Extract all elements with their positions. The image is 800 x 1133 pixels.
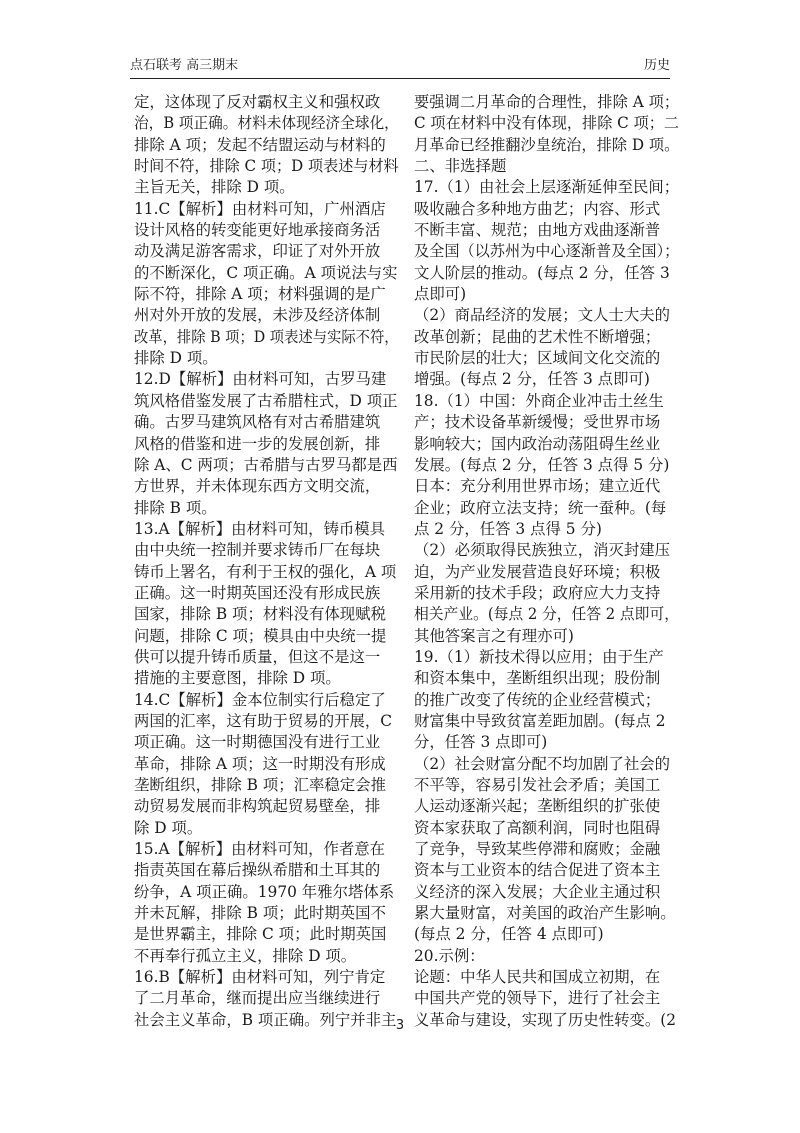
text-line: 14.C【解析】金本位制实行后稳定了	[134, 690, 386, 709]
text-line: 两国的汇率，这有助于贸易的开展，C	[134, 711, 393, 730]
text-line: 和资本集中，垄断组织出现；股份制	[414, 669, 661, 688]
text-line: 指责英国在幕后操纵希腊和土耳其的	[134, 861, 381, 880]
text-line: 企业；政府立法支持；统一蚕种。(每	[414, 498, 667, 517]
text-line: 15.A【解析】由材料可知，作者意在	[134, 840, 386, 859]
text-line: 供可以提升铸币质量，但这不是这一	[134, 647, 381, 666]
text-line: 二、非选择题	[414, 157, 507, 176]
text-line: 垄断组织，排除 B 项；汇率稳定会推	[134, 776, 386, 794]
right-column	[414, 92, 680, 1031]
header-divider	[130, 78, 670, 79]
text-line: 问题，排除 C 项；模具由中央统一提	[134, 626, 387, 645]
text-line: 影响较大；国内政治动荡阻碍生丝业	[414, 434, 661, 453]
text-line: 是世界霸主，排除 C 项；此时期英国	[134, 925, 387, 944]
page-header	[130, 52, 670, 74]
text-line: （2）必须取得民族独立，消灭封建压	[414, 541, 671, 560]
text-line: 累大量财富，对美国的政治产生影响。	[414, 904, 676, 923]
text-line: 月革命已经推翻沙皇统治，排除 D 项。	[414, 135, 680, 154]
text-line: 20.示例：	[414, 946, 485, 965]
text-line: 不平等，容易引发社会矛盾；美国工	[414, 776, 661, 794]
text-line: 纷争，A 项正确。1970 年雅尔塔体系	[134, 882, 395, 901]
text-line: 16.B【解析】由材料可知，列宁肯定	[134, 968, 386, 987]
text-line: 了二月革命，继而提出应当继续进行	[134, 989, 381, 1008]
text-line: 定，这体现了反对霸权主义和强权政	[134, 93, 381, 111]
text-line: 主旨无关，排除 D 项。	[134, 178, 295, 197]
text-line: 迫，为产业发展营造良好环境；积极	[414, 562, 661, 581]
text-line: 排除 A 项；发起不结盟运动与材料的	[134, 135, 386, 154]
text-line: 11.C【解析】由材料可知，广州酒店	[134, 199, 386, 218]
text-line: 改革，排除 B 项；D 项表述与实际不符，	[134, 327, 399, 346]
text-line: 发展。(每点 2 分，任答 3 点得 5 分)	[414, 455, 670, 474]
text-line: 其他答案言之有理亦可)	[414, 626, 574, 645]
text-line: 筑风格借鉴发展了古希腊柱式，D 项正	[134, 391, 398, 410]
text-line: 措施的主要意图，排除 D 项。	[134, 669, 341, 688]
text-line: 要强调二月革命的合理性，排除 A 项；	[414, 93, 680, 111]
text-line: 并未瓦解，排除 B 项；此时期英国不	[134, 904, 386, 923]
page-number: 3	[395, 1018, 405, 1033]
text-line: 分，任答 3 点即可)	[414, 733, 548, 752]
text-line: 19.（1）新技术得以应用；由于生产	[414, 647, 664, 666]
text-line: 义经济的深入发展；大企业主通过积	[414, 882, 661, 901]
text-line: 由中央统一控制并要求铸币厂在每块	[134, 541, 381, 560]
text-line: (每点 2 分，任答 4 点即可)	[414, 925, 604, 944]
text-line: 社会主义革命，B 项正确。列宁并非主	[134, 1010, 397, 1029]
text-line: 动及满足游客需求，印证了对外开放	[134, 242, 381, 261]
text-line: 确。古罗马建筑风格有对古希腊建筑	[134, 413, 381, 432]
text-line: 时间不符，排除 C 项；D 项表述与材料	[134, 157, 399, 176]
text-line: 设计风格的转变能更好地承接商务活	[134, 221, 381, 240]
text-line: 点 2 分，任答 3 点得 5 分)	[414, 519, 602, 538]
text-line: 改革创新；昆曲的艺术性不断增强；	[414, 327, 661, 346]
header-subject: 历史	[643, 58, 670, 73]
text-line: 铸币上署名，有利于王权的强化，A 项	[134, 562, 397, 581]
text-line: 动贸易发展而非构筑起贸易壁垒，排	[134, 797, 381, 816]
text-line: 及全国（以苏州为中心逐渐普及全国）；	[414, 242, 680, 261]
text-line: 除 D 项。	[134, 818, 203, 837]
text-line: 治，B 项正确。材料未体现经济全球化，	[134, 114, 399, 133]
text-line: 日本：充分利用世界市场；建立近代	[414, 477, 661, 496]
text-line: 18.（1）中国：外商企业冲击土丝生	[414, 391, 664, 410]
text-line: 不再奉行孤立主义，排除 D 项。	[134, 946, 357, 965]
text-line: 革命，排除 A 项；这一时期没有形成	[134, 754, 386, 773]
text-line: 采用新的技术手段；政府应大力支持	[414, 583, 661, 602]
text-line: 的不断深化，C 项正确。A 项说法与实	[134, 263, 398, 282]
text-line: 点即可)	[414, 285, 467, 304]
text-line: （2）社会财富分配不均加剧了社会的	[414, 754, 671, 773]
header-exam-title: 点石联考 高三期末	[130, 58, 239, 73]
text-line: 风格的借鉴和进一步的发展创新，排	[134, 434, 381, 453]
text-line: 12.D【解析】由材料可知，古罗马建	[134, 370, 387, 389]
text-line: 相关产业。(每点 2 分，任答 2 点即可，	[414, 605, 680, 624]
text-line: 排除 B 项。	[134, 498, 217, 517]
text-line: 论题：中华人民共和国成立初期，在	[414, 968, 661, 987]
text-line: 财富集中导致贫富差距加剧。(每点 2	[414, 711, 666, 730]
text-line: 产；技术设备革新缓慢；受世界市场	[414, 413, 661, 432]
text-line: 吸收融合多种地方曲艺；内容、形式	[414, 199, 661, 218]
text-line: 义革命与建设，实现了历史性转变。(2	[414, 1010, 677, 1029]
left-column	[134, 92, 397, 1031]
text-line: 了竞争，导致某些停滞和腐败；金融	[414, 840, 661, 859]
text-line: 的推广改变了传统的企业经营模式；	[414, 690, 661, 709]
text-line: C 项在材料中没有体现，排除 C 项；二	[414, 114, 680, 133]
text-line: 资本与工业资本的结合促进了资本主	[414, 861, 661, 880]
text-line: 17.（1）由社会上层逐渐延伸至民间；	[414, 178, 680, 197]
text-line: 资本家获取了高额利润，同时也阻碍	[414, 818, 661, 837]
text-line: 人运动逐渐兴起；垄断组织的扩张使	[414, 797, 661, 816]
text-line: （2）商品经济的发展；文人士大夫的	[414, 306, 671, 325]
text-line: 中国共产党的领导下，进行了社会主	[414, 989, 661, 1008]
text-line: 方世界，并未体现东西方文明交流，	[134, 477, 381, 496]
text-line: 13.A【解析】由材料可知，铸币模具	[134, 519, 386, 538]
text-line: 市民阶层的壮大；区域间文化交流的	[414, 349, 661, 368]
text-line: 排除 D 项。	[134, 349, 218, 368]
text-line: 州对外开放的发展，未涉及经济体制	[134, 306, 381, 325]
text-line: 增强。(每点 2 分，任答 3 点即可)	[414, 370, 650, 389]
text-line: 项正确。这一时期德国没有进行工业	[134, 733, 381, 752]
text-line: 文人阶层的推动。(每点 2 分，任答 3	[414, 263, 670, 282]
text-line: 除 A、C 两项；古希腊与古罗马都是西	[134, 455, 398, 474]
text-line: 国家，排除 B 项；材料没有体现赋税	[134, 605, 386, 624]
text-line: 正确。这一时期英国还没有形成民族	[134, 583, 381, 602]
text-line: 不断丰富、规范；由地方戏曲逐渐普	[414, 221, 661, 240]
text-line: 际不符，排除 A 项；材料强调的是广	[134, 285, 386, 304]
